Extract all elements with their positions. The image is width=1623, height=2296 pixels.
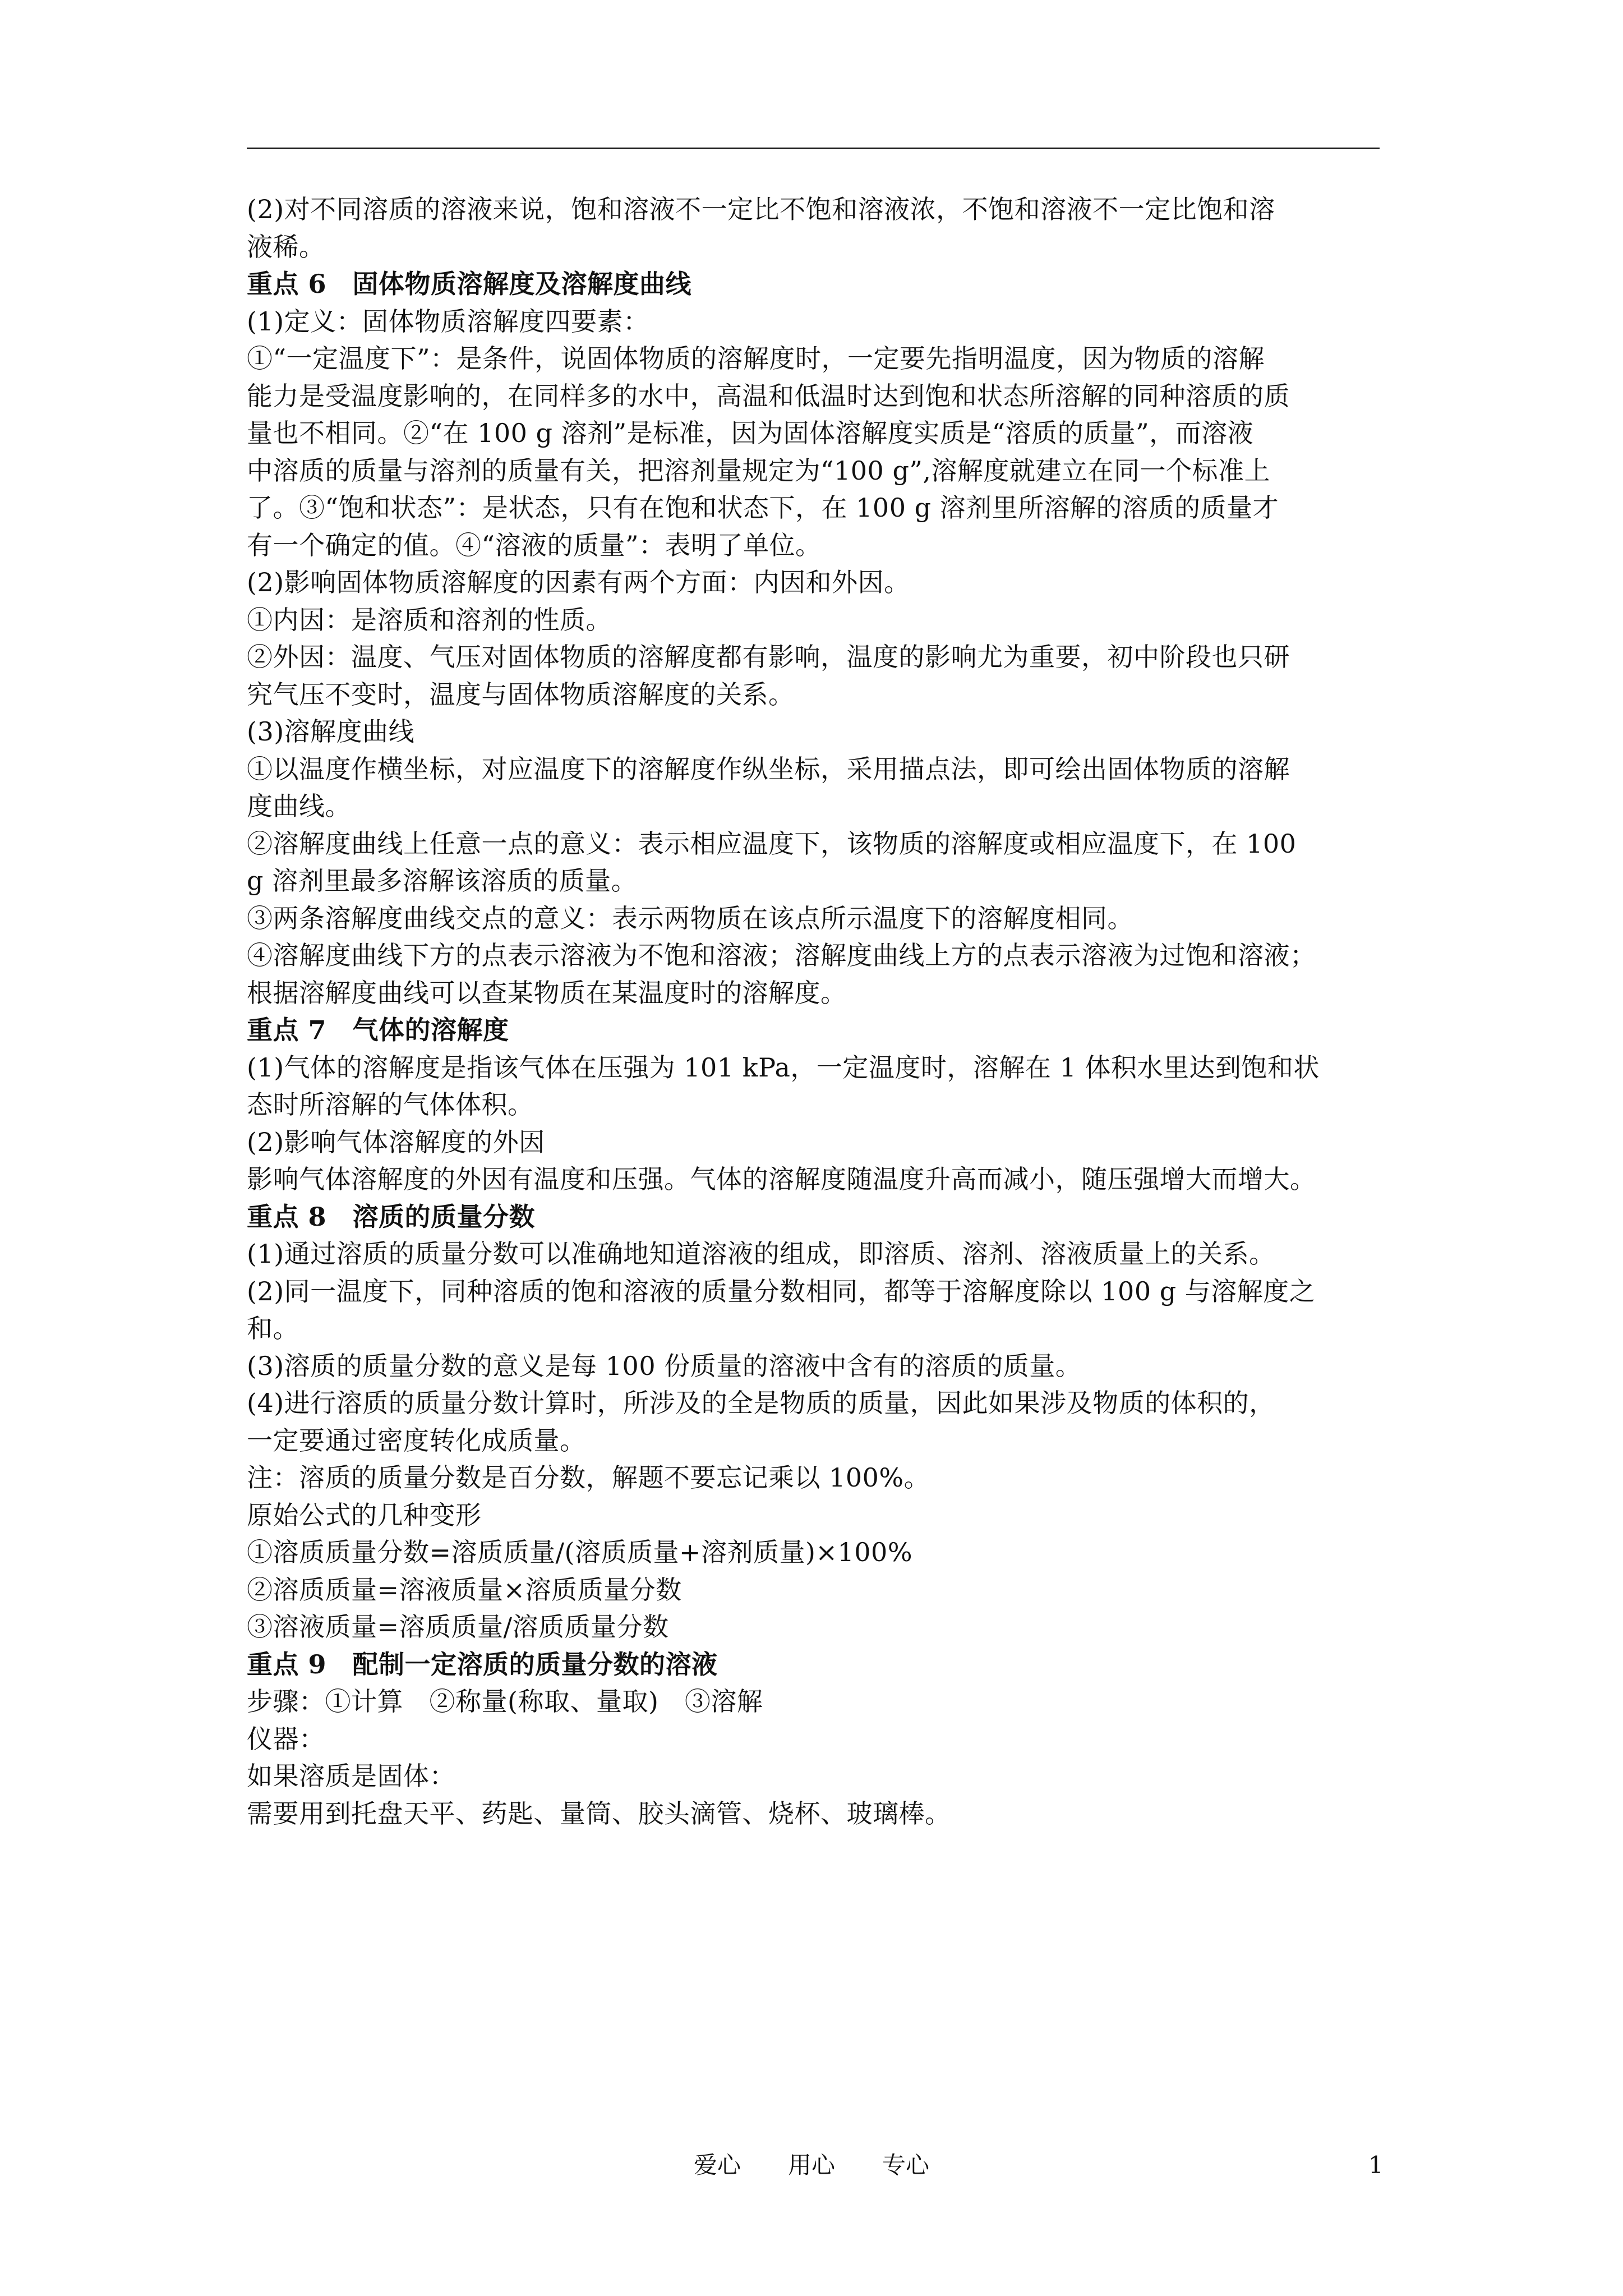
text-line: ①以温度作横坐标，对应温度下的溶解度作纵坐标，采用描点法，即可绘出固体物质的溶解 — [247, 753, 1290, 784]
text-line: 态时所溶解的气体体积。 — [247, 1089, 534, 1120]
text-line: (3)溶质的质量分数的意义是每 100 份质量的溶液中含有的溶质的质量。 — [247, 1350, 1082, 1381]
text-line: (3)溶解度曲线 — [247, 716, 415, 747]
text-line: 究气压不变时，温度与固体物质溶解度的关系。 — [247, 679, 795, 710]
formula-line: ①溶质质量分数=溶质质量/(溶质质量+溶剂质量)×100% — [247, 1537, 913, 1567]
text-line: 了。③“饱和状态”：是状态，只有在饱和状态下，在 100 g 溶剂里所溶解的溶质的质量才 — [247, 493, 1279, 523]
text-line: ④溶解度曲线下方的点表示溶液为不饱和溶液；溶解度曲线上方的点表示溶液为过饱和溶液； — [247, 940, 1316, 970]
text-line: ①“一定温度下”：是条件，说固体物质的溶解度时，一定要先指明温度，因为物质的溶解 — [247, 343, 1265, 374]
text-line: 一定要通过密度转化成质量。 — [247, 1425, 586, 1456]
text-line: 步骤：①计算 ②称量(称取、量取) ③溶解 — [247, 1686, 763, 1717]
text-line: 注：溶质的质量分数是百分数，解题不要忘记乘以 100%。 — [247, 1462, 930, 1493]
text-line: 如果溶质是固体： — [247, 1761, 455, 1791]
text-line: 影响气体溶解度的外因有温度和压强。气体的溶解度随温度升高而减小，随压强增大而增大。 — [247, 1164, 1316, 1194]
text-line: (2)同一温度下，同种溶质的饱和溶液的质量分数相同，都等于溶解度除以 100 g 与溶解度之 — [247, 1276, 1316, 1306]
header-rule — [247, 148, 1380, 149]
text-line: 和。 — [247, 1313, 299, 1343]
page-number: 1 — [1368, 2151, 1384, 2179]
text-line: (1)通过溶质的质量分数可以准确地知道溶液的组成，即溶质、溶剂、溶液质量上的关系。 — [247, 1239, 1275, 1269]
footer-slogan: 爱心 用心 专心 — [693, 2151, 929, 2179]
text-line: (2)影响气体溶解度的外因 — [247, 1126, 545, 1157]
text-line: ②外因：温度、气压对固体物质的溶解度都有影响，温度的影响尤为重要，初中阶段也只研 — [247, 642, 1290, 672]
document-body — [247, 191, 1385, 1832]
text-line: 度曲线。 — [247, 791, 351, 821]
section-heading-8: 重点 8 溶质的质量分数 — [247, 1201, 536, 1232]
text-line: (2)影响固体物质溶解度的因素有两个方面：内因和外因。 — [247, 567, 910, 597]
text-line: 量也不相同。②“在 100 g 溶剂”是标准，因为固体溶解度实质是“溶质的质量”，而溶液 — [247, 418, 1254, 448]
text-line: 原始公式的几种变形 — [247, 1499, 482, 1530]
page-footer — [0, 2148, 1623, 2182]
text-line: 液稀。 — [247, 231, 325, 262]
text-line: 根据溶解度曲线可以查某物质在某温度时的溶解度。 — [247, 977, 847, 1008]
text-line: 能力是受温度影响的，在同样多的水中，高温和低温时达到饱和状态所溶解的同种溶质的质 — [247, 380, 1290, 411]
text-line: g 溶剂里最多溶解该溶质的质量。 — [247, 866, 638, 896]
text-line: (4)进行溶质的质量分数计算时，所涉及的全是物质的质量，因此如果涉及物质的体积的， — [247, 1388, 1275, 1418]
section-heading-7: 重点 7 气体的溶解度 — [247, 1015, 509, 1045]
text-line: ③两条溶解度曲线交点的意义：表示两物质在该点所示温度下的溶解度相同。 — [247, 903, 1133, 933]
formula-line: ②溶质质量=溶液质量×溶质质量分数 — [247, 1574, 682, 1605]
text-line: ②溶解度曲线上任意一点的意义：表示相应温度下，该物质的溶解度或相应温度下，在 100 — [247, 828, 1297, 859]
text-line: ①内因：是溶质和溶剂的性质。 — [247, 604, 612, 635]
text-line: (1)定义：固体物质溶解度四要素： — [247, 306, 649, 337]
text-line: (2)对不同溶质的溶液来说，饱和溶液不一定比不饱和溶液浓，不饱和溶液不一定比饱和溶 — [247, 194, 1275, 224]
text-line: (1)气体的溶解度是指该气体在压强为 101 kPa，一定温度时，溶解在 1 体积水里达到饱和状 — [247, 1052, 1320, 1083]
text-line: 仪器： — [247, 1723, 325, 1754]
formula-line: ③溶液质量=溶质质量/溶质质量分数 — [247, 1612, 669, 1642]
text-line: 有一个确定的值。④“溶液的质量”：表明了单位。 — [247, 530, 822, 560]
text-line: 中溶质的质量与溶剂的质量有关，把溶剂量规定为“100 g”,溶解度就建立在同一个标准上 — [247, 455, 1271, 486]
text-line: 需要用到托盘天平、药匙、量筒、胶头滴管、烧杯、玻璃棒。 — [247, 1798, 951, 1829]
section-heading-9: 重点 9 配制一定溶质的质量分数的溶液 — [247, 1649, 718, 1680]
section-heading-6: 重点 6 固体物质溶解度及溶解度曲线 — [247, 269, 692, 299]
